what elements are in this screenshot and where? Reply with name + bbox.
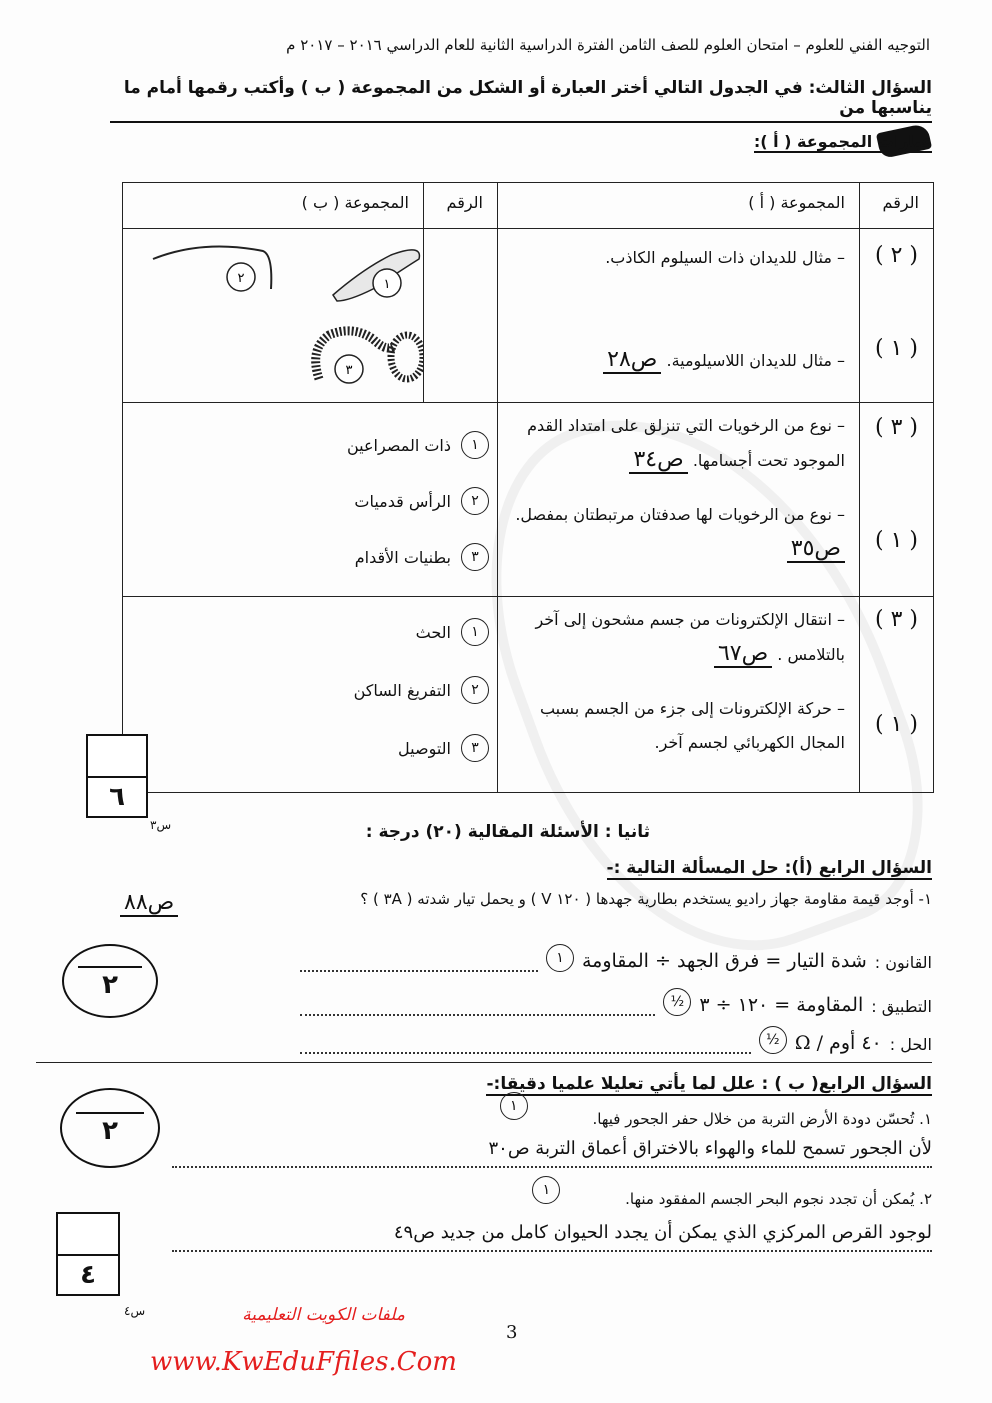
- answer-mark: ( ٣ ): [875, 607, 918, 632]
- statement: – مثال للديدان اللاسيلومية. ص٢٨: [498, 343, 859, 378]
- answer-mark: ( ١ ): [875, 336, 918, 361]
- statement: – حركة الإلكترونات إلى جزء من الجسم بسبب المجال الكهربائي لجسم آخر.: [539, 699, 845, 752]
- option-item: ٣ التوصيل: [123, 719, 489, 777]
- mark-circle: ½: [759, 1026, 787, 1054]
- answer-line: لوجود القرص المركزي الذي يمكن أن يجدد الحيوان كامل من جديد ص٤٩: [172, 1222, 932, 1252]
- divider: [36, 1062, 932, 1063]
- answer-mark: ( ١ ): [875, 528, 918, 553]
- apply-row: التطبيق : المقاومة = ١٢٠ ÷ ٣ ½: [300, 988, 932, 1016]
- option-item: ٢ التفريغ الساكن: [123, 661, 489, 719]
- question4a-problem: ١- أوجد قيمة مقاومة جهاز راديو يستخدم بطارية جهدها ( ١٢٠ V ) و يحمل تيار شدته ( ٣A ) ؟ ص٨٨: [120, 890, 932, 917]
- option-item: ٣ بطنيات الأقدام: [123, 529, 489, 585]
- header-number-b: الرقم: [424, 183, 498, 229]
- q3-score-label: س٣: [150, 818, 172, 832]
- answer-mark: ( ١ ): [875, 712, 918, 737]
- statement: – نوع من الرخويات لها صدفتان مرتبطتان بمفصل. ص٣٥: [515, 505, 845, 561]
- option-item: ٢ الرأس قدميات: [123, 473, 489, 529]
- statement: – انتقال الإلكترونات من جسم مشحون إلى آخر بالتلامس . ص٦٧: [535, 610, 845, 666]
- q4-total-label: س٤: [124, 1304, 146, 1318]
- mark-circle: ١: [532, 1176, 560, 1204]
- q4b-score: ٢: [60, 1088, 160, 1168]
- header-group-a: المجموعة ( أ ): [498, 183, 860, 229]
- answer-line: لأن الجحور تسمح للماء والهواء بالاختراق أعماق التربة ص٣٠: [172, 1138, 932, 1168]
- option-item: ١ الحث: [123, 603, 489, 661]
- question3-title: السؤال الثالث: في الجدول التالي أختر العبارة أو الشكل من المجموعة ( ب ) وأكتب رقمها أمام ما يناسبها من: [110, 78, 932, 123]
- mark-circle: ١: [546, 944, 574, 972]
- page-note: ص٦٧: [714, 641, 772, 668]
- solution-row: الحل : ٤٠ أوم / Ω ½: [300, 1026, 932, 1054]
- worm-drawings: [123, 229, 423, 399]
- answer-mark: ( ٢ ): [875, 243, 918, 268]
- site-url[interactable]: www.KwEduFfiles.Com: [150, 1347, 457, 1377]
- page-note: ص٨٨: [120, 890, 178, 917]
- q3-score: ٦: [88, 776, 146, 816]
- worm-figures: [123, 229, 424, 403]
- statement: – نوع من الرخويات التي تنزلق على امتداد القدم الموجود تحت أجسامها. ص٣٤: [527, 416, 845, 472]
- section2-title: ثانيا : الأسئلة المقالية (٢٠) درجة :: [365, 822, 650, 842]
- q4-total-box: [56, 1212, 120, 1296]
- option-item: ١ ذات المصراعين: [123, 417, 489, 473]
- apply-answer: المقاومة = ١٢٠ ÷ ٣: [699, 994, 864, 1016]
- matching-table: [122, 182, 934, 793]
- group-a-label: عبارات المجموعة ( أ ):: [753, 132, 932, 151]
- reason-item: ٢. يُمكن أن تجدد نجوم البحر الجسم المفقود منها. ١: [172, 1186, 932, 1214]
- reason-item: ١. تُحسّن دودة الأرض التربة من خلال حفر الجحور فيها. ١: [172, 1106, 932, 1134]
- figure-number: ١: [383, 277, 391, 292]
- header-number: الرقم: [860, 183, 934, 229]
- exam-header: التوجيه الفني للعلوم – امتحان العلوم للصف الثامن الفترة الدراسية الثانية للعام الدراسي ٢٠١٦ – ٢٠١٧ م: [286, 36, 930, 54]
- answer-mark: ( ٣ ): [875, 415, 918, 440]
- question4b-title: السؤال الرابع( ب ) : علل لما يأتي تعليلا علميا دقيقا:-: [486, 1074, 932, 1094]
- q4a-score: ٢: [62, 944, 158, 1018]
- statement: – مثال للديدان ذات السيلوم الكاذب.: [605, 248, 845, 267]
- figure-number: ٢: [237, 271, 245, 286]
- figure-number: ٣: [345, 363, 353, 378]
- q3-score-box: [86, 734, 148, 818]
- mark-circle: ١: [500, 1092, 528, 1120]
- page-note: ص٣٤: [629, 447, 687, 474]
- solution-answer: ٤٠ أوم / Ω: [794, 1032, 882, 1054]
- mark-circle: ½: [663, 988, 691, 1016]
- page-note: ص٢٨: [603, 347, 661, 374]
- table-row: [123, 597, 934, 793]
- question4a-title: السؤال الرابع (أ): حل المسألة التالية :-: [606, 858, 932, 878]
- law-row: القانون : شدة التيار = فرق الجهد ÷ المقاومة ١: [300, 944, 932, 972]
- table-row: [123, 403, 934, 597]
- q4-total-score: ٤: [58, 1254, 118, 1294]
- table-row: [123, 229, 934, 403]
- law-answer: شدة التيار = فرق الجهد ÷ المقاومة: [581, 950, 867, 972]
- page-number: 3: [506, 1322, 518, 1343]
- header-group-b: المجموعة ( ب ): [123, 183, 424, 229]
- watermark-text: ملفات الكويت التعليمية: [242, 1305, 405, 1325]
- page-note: ص٣٥: [787, 536, 845, 563]
- table-header-row: [123, 183, 934, 229]
